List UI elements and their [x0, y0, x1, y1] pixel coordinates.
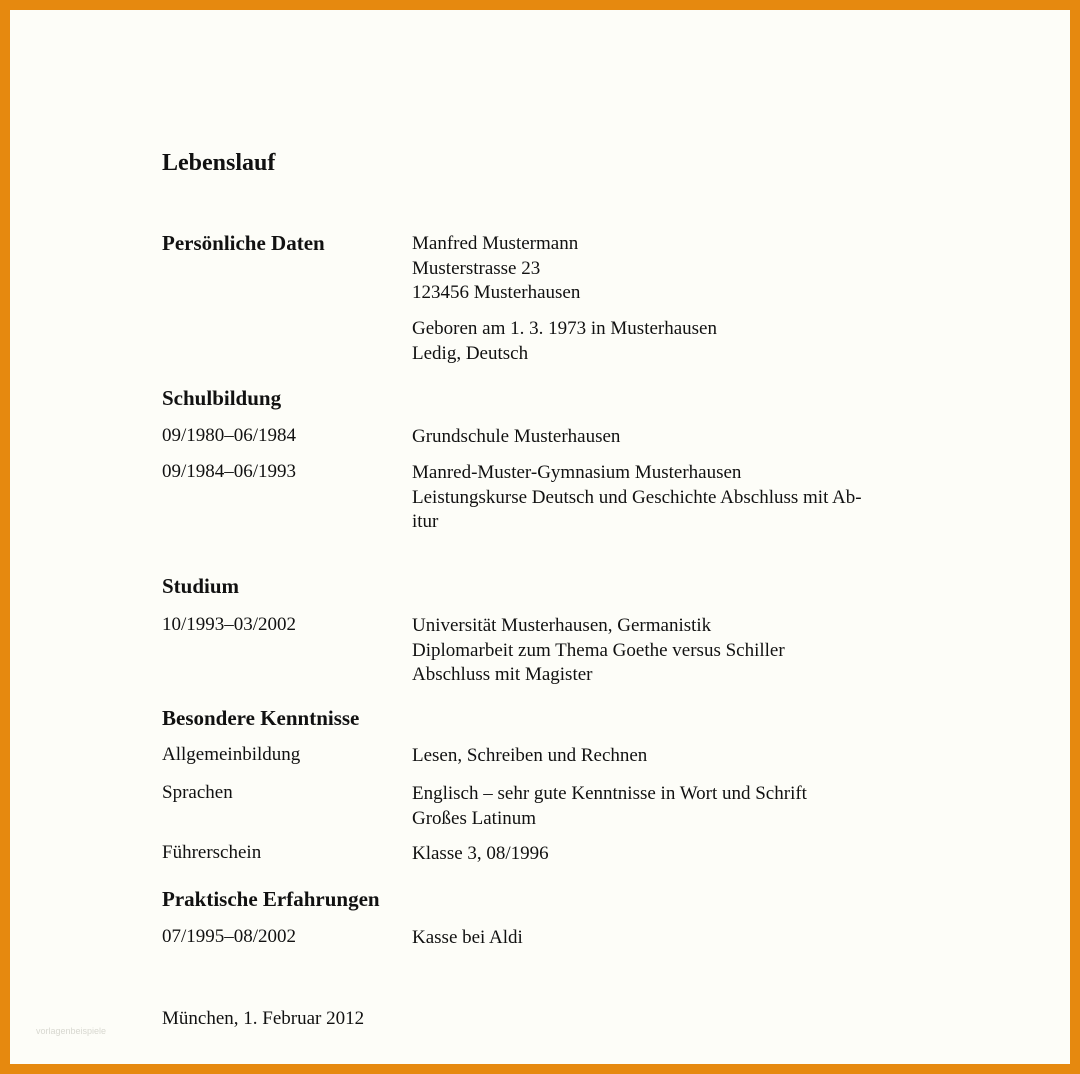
skill-description — [412, 782, 807, 831]
entry-line: Englisch – sehr gute Kenntnisse in Wort und Schrift — [412, 783, 807, 804]
entry-line: Kasse bei Aldi — [412, 927, 523, 948]
entry-description — [412, 425, 620, 450]
skill-label: Führerschein — [162, 842, 262, 863]
entry-description — [412, 461, 862, 535]
entry-period: 09/1984–06/1993 — [162, 461, 297, 482]
watermark: vorlagenbeispiele — [36, 1026, 107, 1036]
entry-period: 10/1993–03/2002 — [162, 614, 297, 635]
skill-description — [412, 744, 647, 769]
personal-status: Ledig, Deutsch — [412, 342, 529, 364]
personal-birth-info — [412, 317, 717, 366]
section-heading-school: Schulbildung — [162, 386, 282, 410]
section-heading-personal: Persönliche Daten — [162, 231, 325, 255]
entry-line: Großes Latinum — [412, 807, 537, 829]
section-heading-experience: Praktische Erfahrungen — [162, 887, 380, 911]
entry-line: Diplomarbeit zum Thema Goethe versus Schiller — [412, 639, 785, 661]
entry-line: Manred-Muster-Gymnasium Musterhausen — [412, 462, 742, 483]
entry-line: itur — [412, 511, 439, 532]
section-heading-skills: Besondere Kenntnisse — [162, 706, 360, 730]
personal-city: 123456 Musterhausen — [412, 282, 581, 303]
entry-line: Abschluss mit Magister — [412, 664, 593, 685]
entry-line: Universität Musterhausen, Germanistik — [412, 615, 712, 636]
entry-line: Leistungskurse Deutsch und Geschichte Abschluss mit Ab- — [412, 486, 862, 508]
page-title: Lebenslauf — [162, 150, 276, 176]
skill-label: Allgemeinbildung — [162, 744, 301, 765]
entry-line: Grundschule Musterhausen — [412, 426, 621, 447]
entry-period: 09/1980–06/1984 — [162, 425, 297, 446]
entry-line: Lesen, Schreiben und Rechnen — [412, 745, 648, 766]
personal-street: Musterstrasse 23 — [412, 257, 541, 279]
personal-address — [412, 232, 580, 306]
section-heading-study: Studium — [162, 574, 240, 598]
entry-description — [412, 614, 785, 688]
skill-label: Sprachen — [162, 782, 233, 803]
personal-birth: Geboren am 1. 3. 1973 in Musterhausen — [412, 318, 717, 339]
personal-name: Manfred Mustermann — [412, 233, 579, 254]
place-date: München, 1. Februar 2012 — [162, 1008, 365, 1029]
entry-line: Klasse 3, 08/1996 — [412, 843, 549, 864]
entry-description — [412, 926, 523, 951]
entry-period: 07/1995–08/2002 — [162, 926, 297, 947]
cv-page — [10, 10, 1070, 1064]
skill-description — [412, 842, 549, 867]
